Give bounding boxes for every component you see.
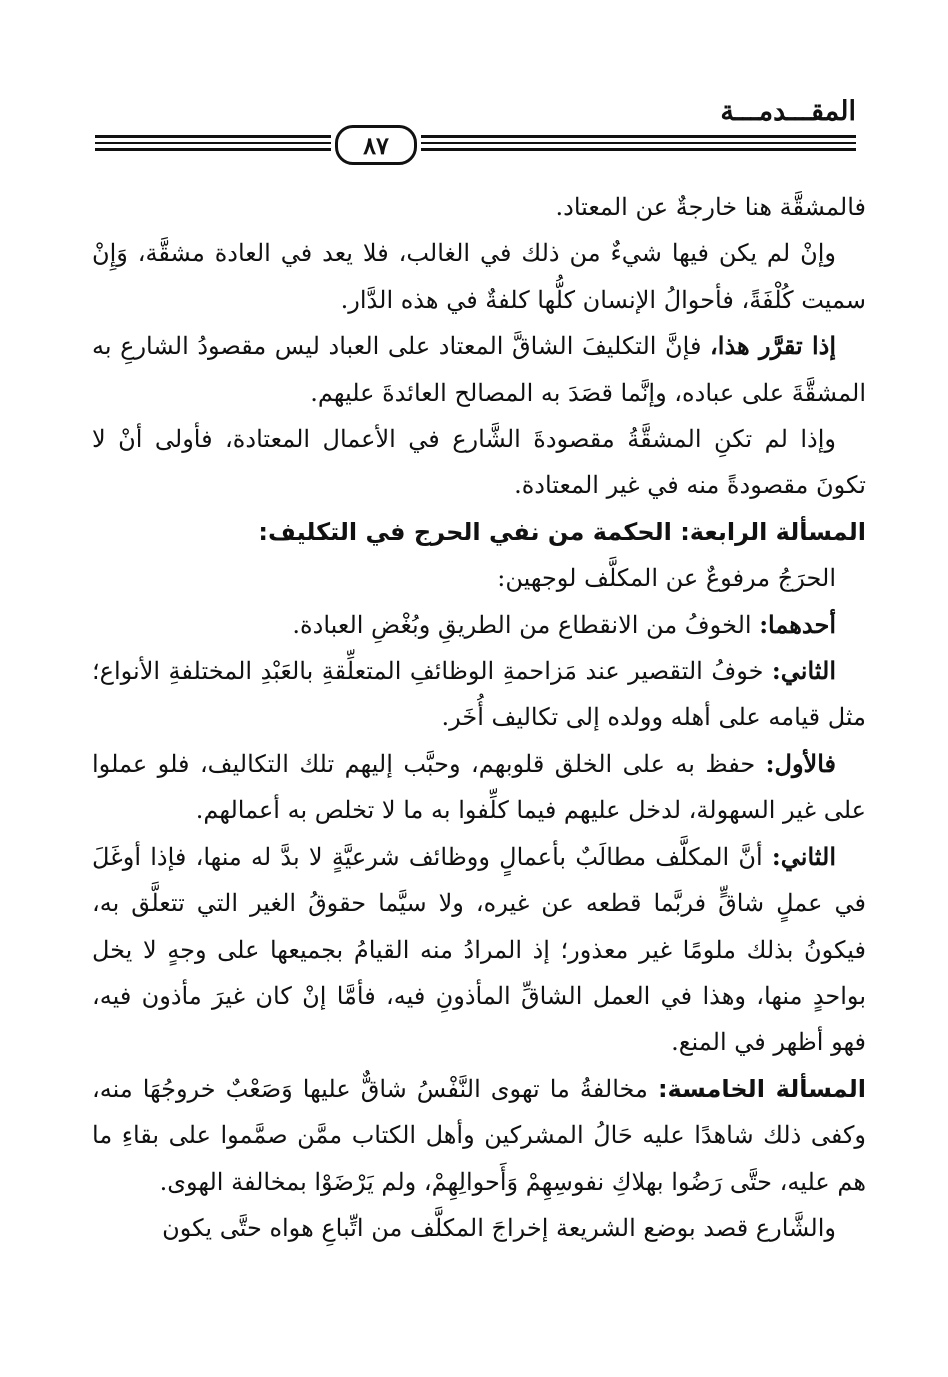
paragraph-text: والشَّارع قصد بوضع الشريعة إخراجَ المكلَّف من اتِّباعِ هواه حتَّى يكون — [162, 1213, 836, 1242]
paragraph-text: فالمشقَّة هنا خارجةٌ عن المعتاد. — [555, 193, 866, 221]
paragraph — [92, 648, 866, 741]
rule-line — [95, 142, 331, 144]
paragraph-lead: الثاني: — [771, 841, 836, 871]
paragraph-text: وإذا لم تكنِ المشقَّةُ مقصودةَ الشَّارع في الأعمال المعتادة، فأولى أنْ لا تكونَ مقصودةً منه في غير المعتادة. — [92, 425, 866, 500]
paragraph-text: مخالفةُ ما تهوى النَّفْسُ شاقٌّ عليها وَصَعْبٌ خروجُهَا منه، وكفى ذلك شاهدًا عليه حَالُ المشركين وأهل الكتاب ممَّن صمَّموا على بقاءِ ما هم عليه، حتَّى رَضُوا بهلاكِ نفوسِهِمْ وَأَحوالِهِمْ، ولم يَرْضَوْا بمخالفة الهوى. — [92, 1074, 866, 1196]
paragraph-lead: أحدهما: — [759, 609, 836, 639]
paragraph-lead: الثاني: — [771, 656, 836, 686]
paragraph — [92, 1066, 866, 1205]
section-heading — [92, 509, 866, 555]
rule-line — [421, 135, 856, 138]
rule-line — [95, 135, 331, 138]
paragraph — [92, 1205, 866, 1251]
rule-line — [95, 148, 331, 151]
paragraph — [92, 230, 866, 323]
paragraph-text: الخوفُ من الانقطاع من الطريقِ وبُغْضِ العبادة. — [292, 610, 760, 639]
paragraph-text: أنَّ المكلَّف مطالَبٌ بأعمالٍ ووظائف شرعيَّةٍ لا بدَّ له منها، فإذا أوغَلَ في عملٍ شاقٍّ فربَّما قطعه عن غيره، ولا سيَّما حقوقُ الغير التي تتعلَّق به، فيكونُ بذلك ملومًا غير معذور؛ إذ المرادُ منه القيامُ بجميعها على وجهٍ لا يخل بواحدٍ منها، وهذا في العمل الشاقِّ المأذونِ فيه، فأمَّا إنْ كان غيرَ مأذون فيه، فهو أظهر في المنع. — [92, 842, 867, 1057]
running-title: المقـــدمـــة — [720, 96, 856, 127]
rule-line — [421, 148, 856, 151]
paragraph-text: خوفُ التقصير عند مَزاحمةِ الوظائفِ المتعلِّقةِ بالعَبْدِ المختلفةِ الأنواع؛ مثل قيامه على أهله وولده إلى تكاليف أُخَر. — [92, 657, 866, 732]
page-number: ٨٧ — [335, 125, 417, 165]
paragraph — [92, 323, 866, 416]
paragraph-lead: فالأول: — [765, 748, 836, 778]
rule-line — [421, 142, 856, 144]
body-text — [92, 184, 866, 1251]
section-heading-text: المسألة الرابعة: الحكمة من نفي الحرج في التكليف: — [258, 517, 866, 546]
paragraph-text: وإنْ لم يكن فيها شيءٌ من ذلك في الغالب، فلا يعد في العادة مشقَّة، وَإِنْ سميت كُلْفَةً، فأحوالُ الإنسان كلُّها كلفةٌ في هذه الدَّار. — [92, 239, 866, 314]
paragraph — [92, 741, 866, 834]
paragraph — [92, 416, 866, 509]
paragraph-lead: إذا تقرَّر هذا، — [710, 331, 836, 361]
header-rule — [95, 125, 856, 165]
section-heading-text: المسألة الخامسة: — [657, 1074, 867, 1103]
paragraph — [92, 834, 866, 1066]
paragraph — [92, 555, 866, 601]
paragraph — [92, 602, 866, 648]
paragraph — [92, 184, 866, 230]
paragraph-text: فإنَّ التكليفَ الشاقَّ المعتاد على العباد ليس مقصودُ الشارعِ به المشقَّةَ على عباده، وإنَّما قصَدَ به المصالح العائدةَ عليهم. — [92, 332, 866, 407]
paragraph-text: الحرَجُ مرفوعٌ عن المكلَّف لوجهين: — [497, 564, 836, 593]
paragraph-text: حفظ به على الخلق قلوبهم، وحبَّب إليهم تلك التكاليف، فلو عملوا على غير السهولة، لدخل عليهم فيما كلِّفوا به ما لا تخلص به أعمالهم. — [92, 749, 866, 825]
